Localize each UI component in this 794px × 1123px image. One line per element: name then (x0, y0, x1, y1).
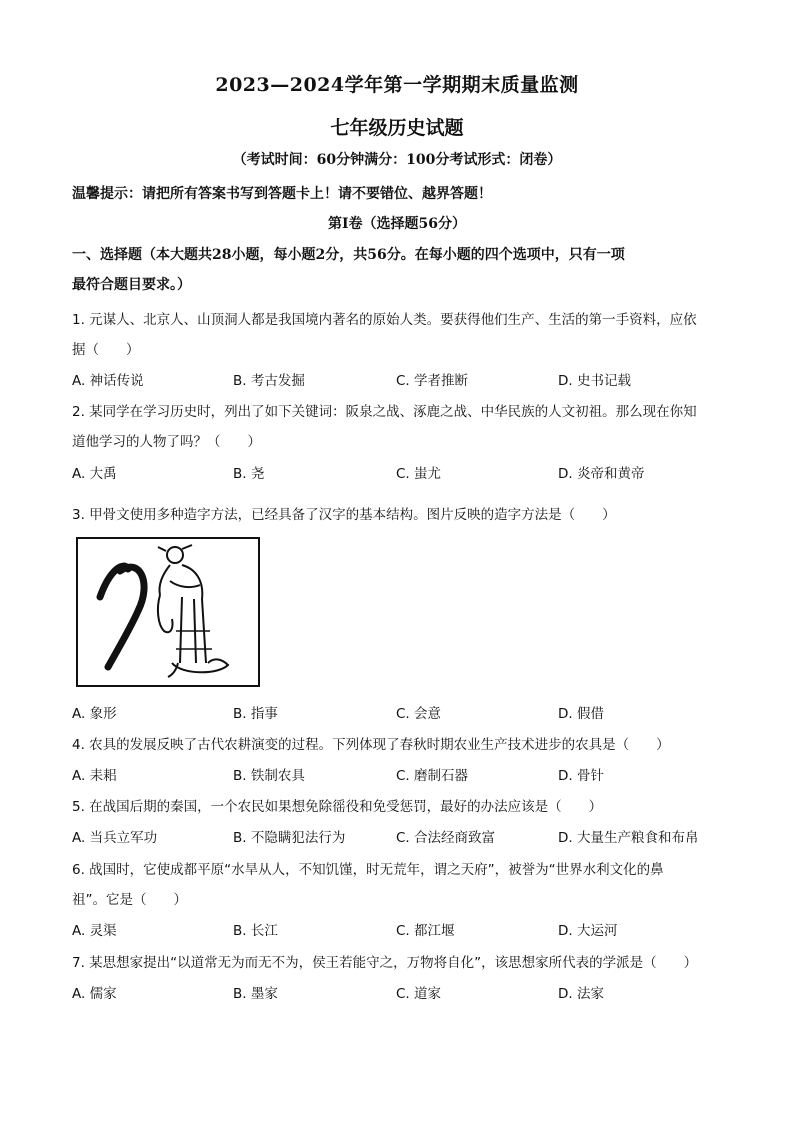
question-6-option-c[interactable]: C. 都江堰 (396, 923, 455, 939)
question-7-option-c[interactable]: C. 道家 (396, 986, 442, 1002)
question-1-option-d[interactable]: D. 史书记载 (558, 373, 631, 389)
question-1-option-b[interactable]: B. 考古发掘 (233, 373, 305, 389)
question-4-stem: 4. 农具的发展反映了古代农耕演变的过程。下列体现了春秋时期农业生产技术进步的农具是（ ） (72, 737, 670, 753)
question-5-stem: 5. 在战国后期的秦国，一个农民如果想免除徭役和免受惩罚，最好的办法应该是（ ） (72, 799, 603, 815)
oracle-bone-character-image (78, 539, 258, 685)
section-instructions-line2: 最符合题目要求。） (72, 277, 191, 293)
question-5-option-a[interactable]: A. 当兵立军功 (72, 830, 158, 846)
question-3-stem: 3. 甲骨文使用多种造字方法，已经具备了汉字的基本结构。图片反映的造字方法是（ ） (72, 507, 616, 523)
volume-heading: 第Ⅰ卷（选择题56分） (327, 216, 467, 232)
question-4-option-b[interactable]: B. 铁制农具 (233, 768, 305, 784)
question-1-option-a[interactable]: A. 神话传说 (72, 373, 144, 389)
question-2-option-c[interactable]: C. 蚩尤 (396, 466, 442, 482)
question-1-stem: 1. 元谋人、北京人、山顶洞人都是我国境内著名的原始人类。要获得他们生产、生活的第一手资料，应依 (72, 312, 697, 328)
question-2-option-a[interactable]: A. 大禹 (72, 466, 117, 482)
question-3-option-b[interactable]: B. 指事 (233, 706, 278, 722)
question-3-option-c[interactable]: C. 会意 (396, 706, 442, 722)
question-1-option-c[interactable]: C. 学者推断 (396, 373, 469, 389)
exam-info: （考试时间：60分钟满分：100分考试形式：闭卷） (232, 152, 562, 168)
question-7-option-d[interactable]: D. 法家 (558, 986, 604, 1002)
question-4-option-c[interactable]: C. 磨制石器 (396, 768, 469, 784)
question-3-option-d[interactable]: D. 假借 (558, 706, 604, 722)
question-1-stem-cont: 据（ ） (72, 342, 140, 358)
warm-tip: 温馨提示：请把所有答案书写到答题卡上！请不要错位、越界答题！ (72, 186, 492, 202)
question-6-stem: 6. 战国时，它使成都平原“水旱从人，不知饥馑，时无荒年，谓之天府”，被誉为“世界水利文化的鼻 (72, 862, 664, 878)
question-2-option-b[interactable]: B. 尧 (233, 466, 265, 482)
exam-subtitle: 七年级历史试题 (330, 117, 464, 139)
question-6-stem-cont: 祖”。它是（ ） (72, 892, 187, 908)
question-5-option-b[interactable]: B. 不隐瞒犯法行为 (233, 830, 346, 846)
question-7-option-b[interactable]: B. 墨家 (233, 986, 278, 1002)
question-4-option-a[interactable]: A. 耒耜 (72, 768, 117, 784)
question-6-option-b[interactable]: B. 长江 (233, 923, 278, 939)
question-2-option-d[interactable]: D. 炎帝和黄帝 (558, 466, 645, 482)
question-6-option-d[interactable]: D. 大运河 (558, 923, 618, 939)
question-6-option-a[interactable]: A. 灵渠 (72, 923, 117, 939)
question-7-stem: 7. 某思想家提出“以道常无为而无不为，侯王若能守之，万物将自化”，该思想家所代表的学派是（ ） (72, 955, 698, 971)
oracle-bone-figure (76, 537, 260, 687)
question-3-option-a[interactable]: A. 象形 (72, 706, 117, 722)
question-7-option-a[interactable]: A. 儒家 (72, 986, 117, 1002)
question-4-option-d[interactable]: D. 骨针 (558, 768, 604, 784)
question-2-stem: 2. 某同学在学习历史时，列出了如下关键词：阪泉之战、涿鹿之战、中华民族的人文初祖。那么现在你知 (72, 404, 697, 420)
exam-title: 2023—2024学年第一学期期末质量监测 (215, 74, 579, 96)
question-2-stem-cont: 道他学习的人物了吗？（ ） (72, 434, 261, 450)
question-5-option-c[interactable]: C. 合法经商致富 (396, 830, 496, 846)
question-5-option-d[interactable]: D. 大量生产粮食和布帛 (558, 830, 699, 846)
section-instructions-line1: 一、选择题（本大题共28小题，每小题2分，共56分。在每小题的四个选项中，只有一项 (72, 247, 625, 263)
